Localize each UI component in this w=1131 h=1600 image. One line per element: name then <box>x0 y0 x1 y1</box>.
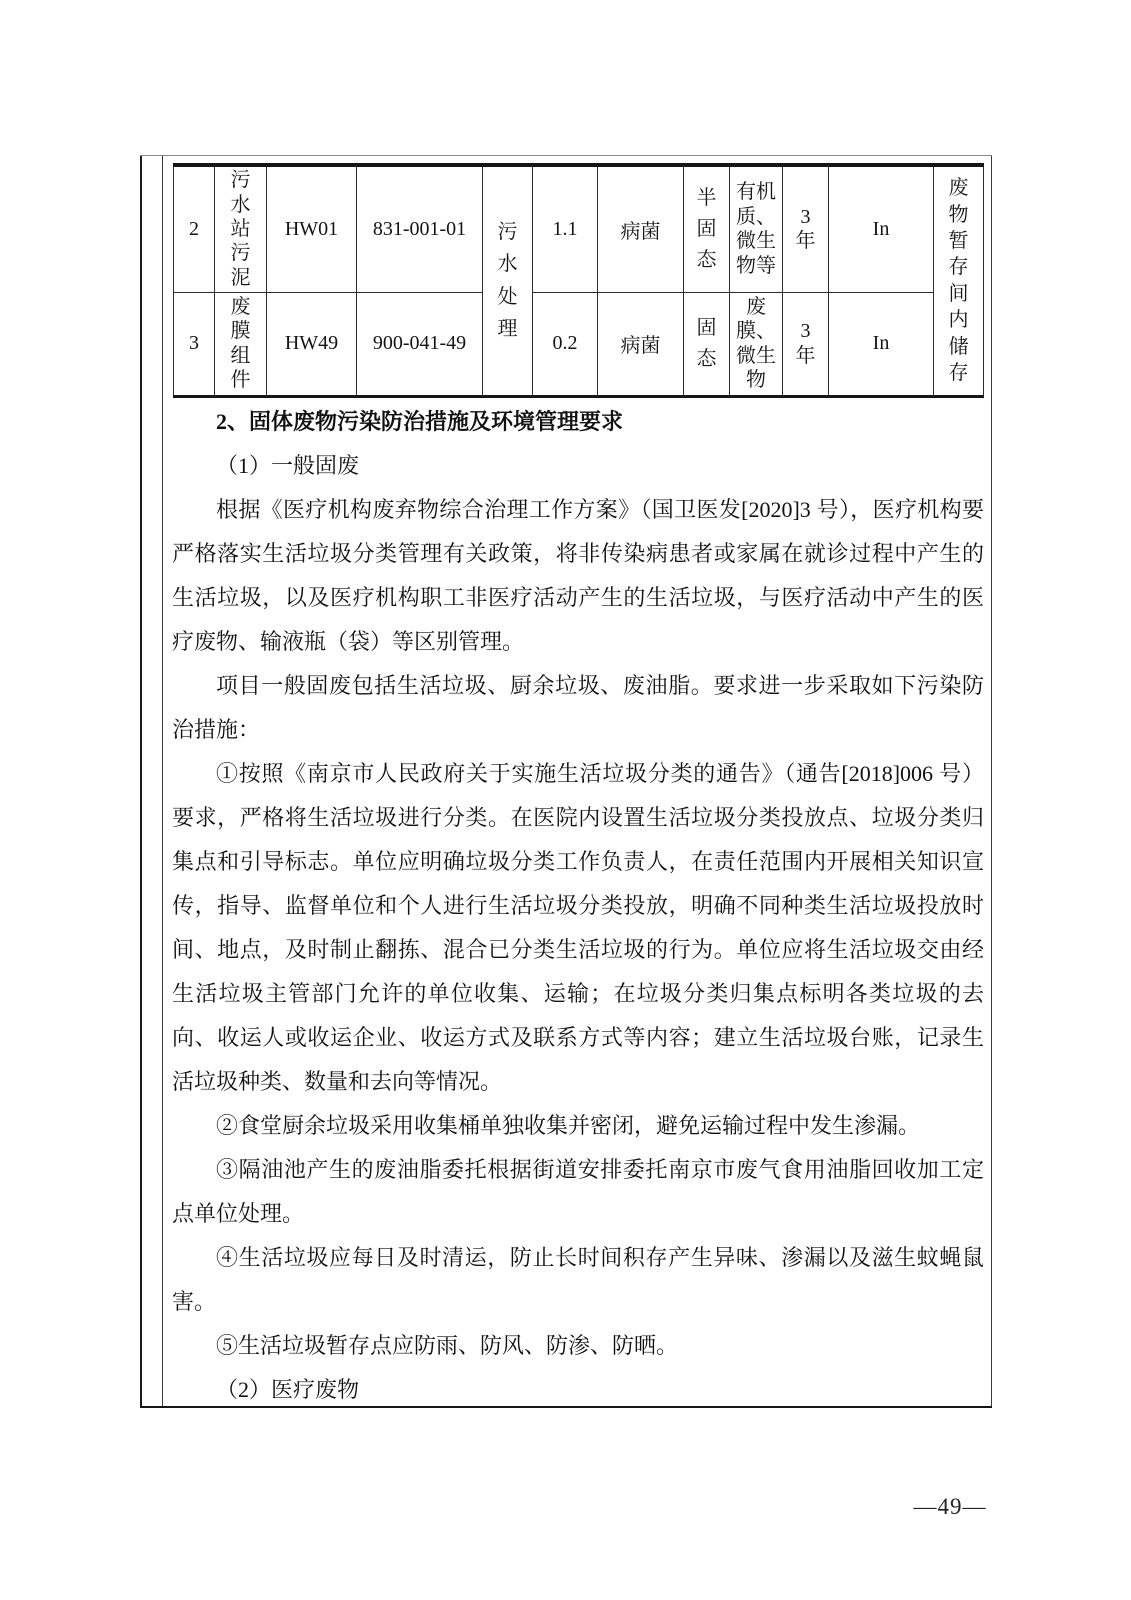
paragraph: 根据《医疗机构废弃物综合治理工作方案》（国卫医发[2020]3 号），医疗机构要严格落实生活垃圾分类管理有关政策，将非传染病患者或家属在就诊过程中产生的生活垃圾，以及医疗机构职工非医疗活动产生的生活垃圾，与医疗活动中产生的医疗废物、输液瓶（袋）等区别管理。 <box>172 497 984 654</box>
storage-text: 废物暂存间内储存 <box>948 177 969 384</box>
paragraph: ②食堂厨余垃圾采用收集桶单独收集并密闭，避免运输过程中发生渗漏。 <box>216 1113 921 1138</box>
cell-hw-category: HW01 <box>267 165 357 292</box>
cell-period <box>783 292 829 396</box>
form-text: 固态 <box>696 316 717 370</box>
cell-hw-category: HW49 <box>267 292 357 396</box>
cell-hazard: 病菌 <box>598 165 684 292</box>
cell-hazard: 病菌 <box>598 292 684 396</box>
cell-composition <box>730 292 783 396</box>
cell-quantity: 1.1 <box>533 165 598 292</box>
cell-form <box>684 292 730 396</box>
source-stage-text: 污水处理 <box>497 220 518 341</box>
cell-waste-name <box>215 165 267 292</box>
cell-source-stage <box>483 165 533 396</box>
outer-table-top-border <box>140 155 992 156</box>
cell-composition <box>730 165 783 292</box>
cell-period <box>783 165 829 292</box>
paragraph: ⑤生活垃圾暂存点应防雨、防风、防渗、防晒。 <box>216 1333 679 1358</box>
period-text: 3年 <box>795 320 816 367</box>
cell-property: In <box>829 165 934 292</box>
waste-name-text: 污水站污泥 <box>230 169 251 289</box>
paragraph: 项目一般固废包括生活垃圾、厨余垃圾、废油脂。要求进一步采取如下污染防治措施： <box>172 673 984 742</box>
subsection-medical-waste: （2）医疗废物 <box>216 1377 360 1402</box>
paragraph: ④生活垃圾应每日及时清运，防止长时间积存产生异味、渗漏以及滋生蚊蝇鼠害。 <box>172 1245 984 1314</box>
section-heading: 2、固体废物污染防治措施及环境管理要求 <box>216 409 624 434</box>
outer-table-right-border <box>991 156 992 1407</box>
hazardous-waste-table <box>173 163 984 398</box>
paragraph: ①按照《南京市人民政府关于实施生活垃圾分类的通告》（通告[2018]006 号）要求，严格将生活垃圾进行分类。在医院内设置生活垃圾分类投放点、垃圾分类归集点和引导标志。单位应明确垃圾分类工作负责人，在责任范围内开展相关知识宣传，指导、监督单位和个人进行生活垃圾分类投放，明确不同种类生活垃圾投放时间、地点，及时制止翻拣、混合已分类生活垃圾的行为。单位应将生活垃圾交由经生活垃圾主管部门允许的单位收集、运输；在垃圾分类归集点标明各类垃圾的去向、收运人或收运企业、收运方式及联系方式等内容；建立生活垃圾台账，记录生活垃圾种类、数量和去向等情况。 <box>172 761 984 1094</box>
subsection-general-solid-waste: （1）一般固废 <box>216 453 360 478</box>
cell-seq: 3 <box>174 292 215 396</box>
period-text: 3年 <box>795 205 816 253</box>
cell-form <box>684 165 730 292</box>
cell-waste-name <box>215 292 267 396</box>
paragraph: ③隔油池产生的废油脂委托根据街道安排委托南京市废气食用油脂回收加工定点单位处理。 <box>172 1157 984 1226</box>
content-section <box>172 400 984 1412</box>
cell-quantity: 0.2 <box>533 292 598 396</box>
outer-table-left-border <box>140 156 142 1407</box>
cell-waste-code: 831-001-01 <box>357 165 483 292</box>
cell-property: In <box>829 292 934 396</box>
table-row <box>174 292 984 396</box>
composition-text: 废膜、微生物 <box>736 295 776 391</box>
cell-storage <box>934 165 984 396</box>
table-row <box>174 165 984 292</box>
cell-seq: 2 <box>174 165 215 292</box>
form-text: 半固态 <box>696 186 717 271</box>
composition-text: 有机质、微生物等 <box>736 181 776 277</box>
outer-table-left-inner-border <box>162 156 163 1407</box>
waste-name-text: 废膜组件 <box>230 295 251 391</box>
cell-waste-code: 900-041-49 <box>357 292 483 396</box>
page-number: —49— <box>913 1494 987 1519</box>
